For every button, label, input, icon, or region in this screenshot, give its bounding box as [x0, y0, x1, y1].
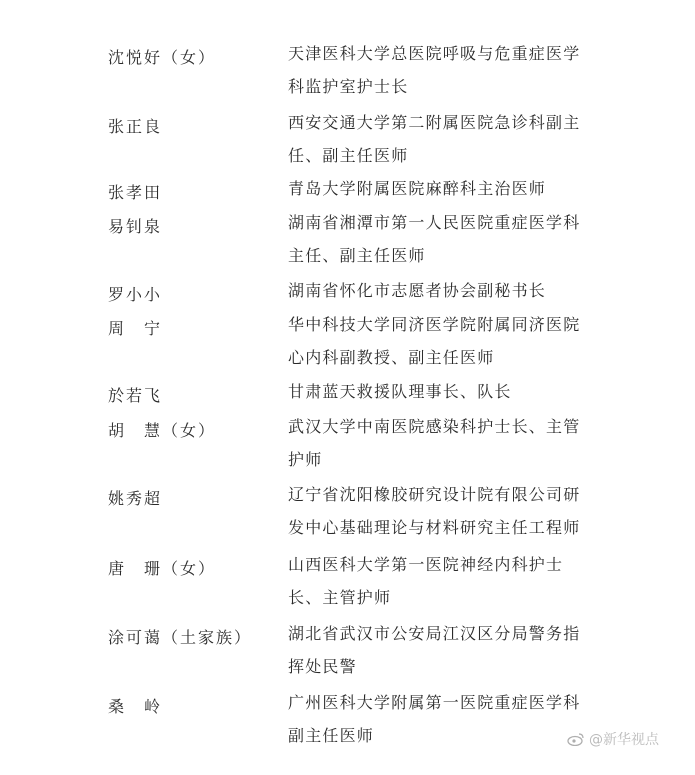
- description-line: 辽宁省沈阳橡胶研究设计院有限公司研: [288, 485, 581, 504]
- description-line: 广州医科大学附属第一医院重症医学科: [288, 693, 581, 712]
- person-description: [288, 106, 588, 172]
- person-name: 姚秀超: [108, 489, 163, 508]
- description-line: 挥处民警: [288, 657, 357, 676]
- person-name: 周 宁: [108, 319, 163, 338]
- description-line: 长、主管护师: [288, 588, 392, 607]
- person-name: 沈悦好（女）: [108, 48, 217, 67]
- person-name: 桑 岭: [108, 697, 163, 716]
- description-line: 湖北省武汉市公安局江汉区分局警务指: [288, 624, 581, 643]
- description-line: 护师: [288, 450, 323, 469]
- description-line: 华中科技大学同济医学院附属同济医院: [288, 315, 581, 334]
- description-line: 湖南省怀化市志愿者协会副秘书长: [288, 281, 547, 300]
- person-description: [288, 37, 588, 103]
- person-name: 唐 珊（女）: [108, 559, 217, 578]
- person-description: [288, 410, 588, 476]
- person-description: [288, 206, 588, 272]
- person-description: [288, 548, 588, 614]
- description-line: 西安交通大学第二附属医院急诊科副主: [288, 113, 581, 132]
- description-line: 任、副主任医师: [288, 146, 409, 165]
- person-description: [288, 274, 588, 307]
- description-line: 青岛大学附属医院麻醉科主治医师: [288, 179, 547, 198]
- description-line: 心内科副教授、副主任医师: [288, 348, 495, 367]
- person-name: 易钊泉: [108, 217, 163, 236]
- description-line: 副主任医师: [288, 726, 375, 745]
- person-name: 张正良: [108, 117, 163, 136]
- watermark-text: @新华视点: [589, 732, 659, 748]
- description-line: 武汉大学中南医院感染科护士长、主管: [288, 417, 581, 436]
- person-name: 罗小小: [108, 285, 163, 304]
- person-name: 张孝田: [108, 183, 163, 202]
- person-description: [288, 172, 588, 205]
- person-description: [288, 617, 588, 683]
- description-line: 湖南省湘潭市第一人民医院重症医学科: [288, 213, 581, 232]
- description-line: 发中心基础理论与材料研究主任工程师: [288, 518, 581, 537]
- person-description: [288, 375, 588, 408]
- person-name: 胡 慧（女）: [108, 421, 217, 440]
- description-line: 甘肃蓝天救援队理事长、队长: [288, 382, 512, 401]
- weibo-icon: [567, 732, 585, 746]
- description-line: 山西医科大学第一医院神经内科护士: [288, 555, 564, 574]
- description-line: 天津医科大学总医院呼吸与危重症医学: [288, 44, 581, 63]
- description-line: 科监护室护士长: [288, 77, 409, 96]
- person-description: [288, 308, 588, 374]
- person-name: 涂可蔼（土家族）: [108, 628, 253, 647]
- person-name: 於若飞: [108, 386, 163, 405]
- description-line: 主任、副主任医师: [288, 246, 426, 265]
- watermark: [567, 729, 659, 749]
- person-description: [288, 478, 588, 544]
- person-description: [288, 686, 588, 752]
